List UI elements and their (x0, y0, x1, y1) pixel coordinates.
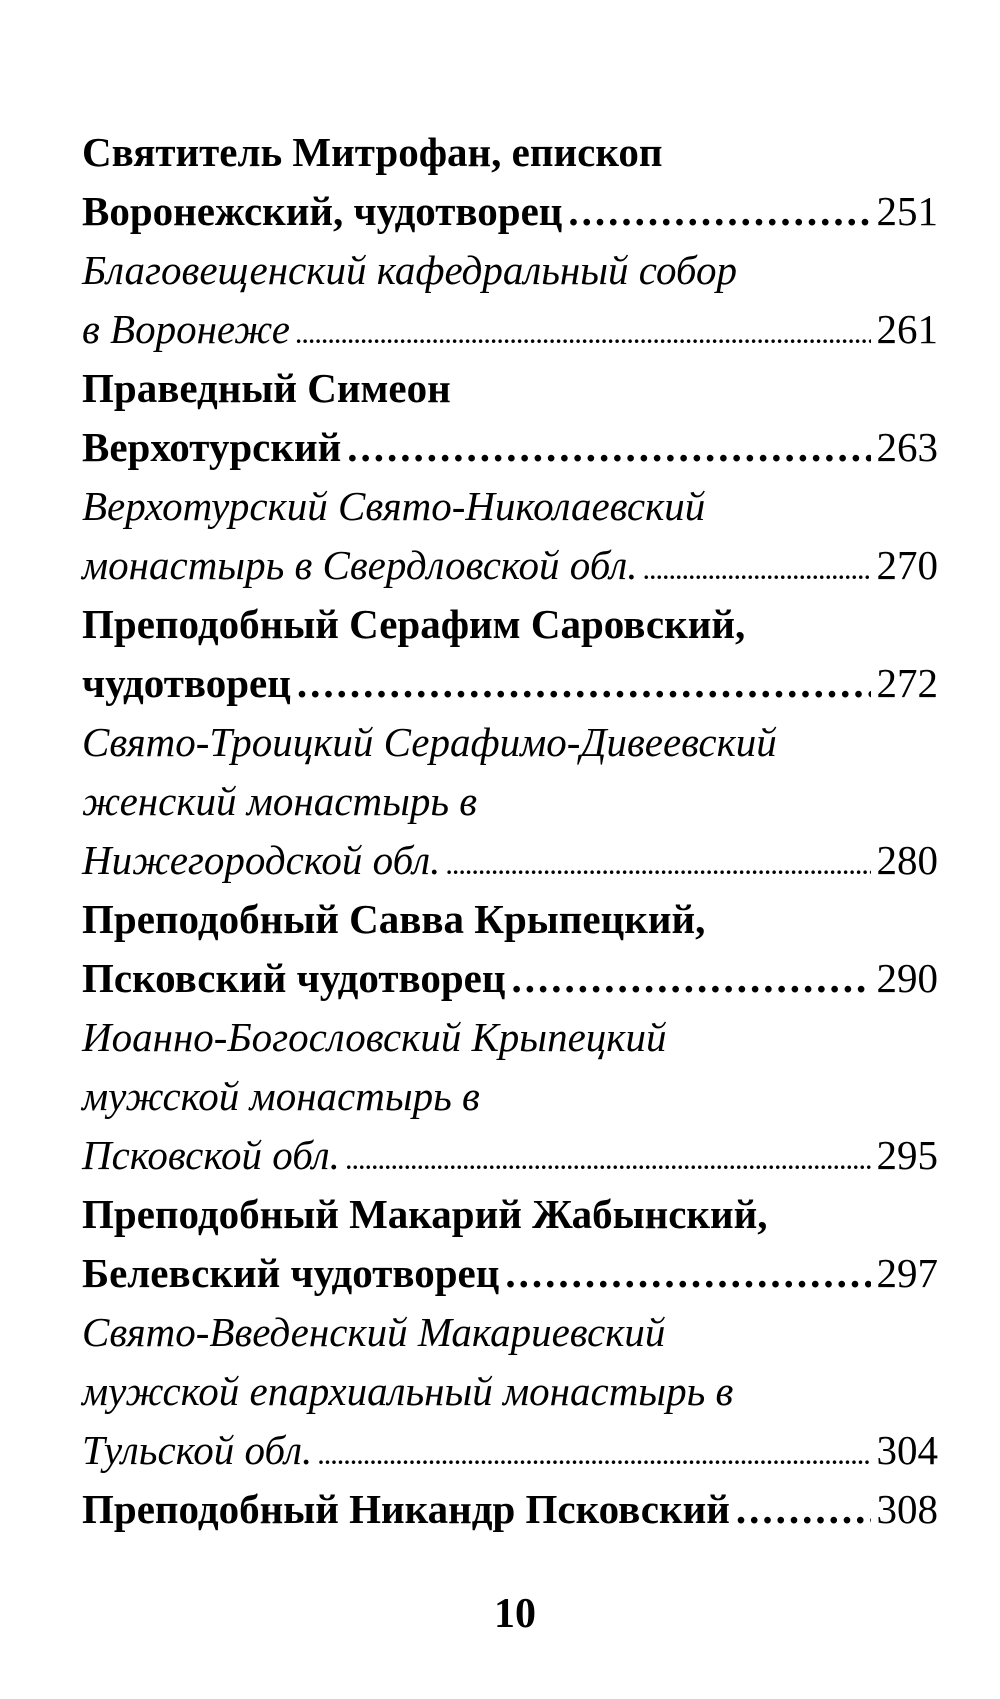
toc-line (82, 772, 938, 831)
dot-leader (318, 1427, 870, 1486)
toc-entry-text: монастырь в Свердловской обл. (82, 542, 638, 588)
toc-line (82, 241, 938, 300)
dot-leader (505, 1244, 870, 1303)
toc-page-number: 295 (876, 1132, 938, 1178)
table-of-contents (82, 123, 938, 1539)
toc-page-number: 272 (876, 660, 938, 706)
dot-leader (568, 182, 870, 241)
toc-line (82, 123, 938, 182)
toc-line (82, 182, 938, 241)
dot-leader (643, 542, 870, 601)
toc-entry-text: Преподобный Серафим Саровский, (82, 601, 746, 647)
toc-entry-text: Нижегородской обл. (82, 837, 441, 883)
toc-page-number: 304 (876, 1427, 938, 1473)
toc-line (82, 713, 938, 772)
toc-line (82, 536, 938, 595)
toc-line (82, 1185, 938, 1244)
toc-entry-text: Воронежский, чудотворец (82, 188, 563, 234)
toc-line (82, 595, 938, 654)
toc-entry-text: мужской монастырь в (82, 1073, 480, 1119)
toc-page-number: 270 (876, 542, 938, 588)
toc-page-number: 297 (876, 1250, 938, 1296)
dot-leader (511, 949, 870, 1008)
toc-page-number: 261 (876, 306, 938, 352)
toc-line (82, 1067, 938, 1126)
toc-line (82, 1480, 938, 1539)
toc-line (82, 300, 938, 359)
toc-line (82, 359, 938, 418)
toc-line (82, 477, 938, 536)
toc-line (82, 1126, 938, 1185)
dot-leader (347, 418, 870, 477)
page-number: 10 (494, 1591, 536, 1637)
dot-leader (297, 654, 871, 713)
toc-entry-text: Белевский чудотворец (82, 1250, 500, 1296)
toc-page-number: 251 (876, 188, 938, 234)
toc-line (82, 418, 938, 477)
dot-leader (346, 1132, 871, 1191)
toc-line (82, 654, 938, 713)
toc-entry-text: Праведный Симеон (82, 365, 451, 411)
dot-leader (446, 837, 870, 896)
toc-entry-text: женский монастырь в (82, 778, 478, 824)
toc-entry-text: Верхотурский (82, 424, 342, 470)
toc-entry-text: Верхотурский Свято-Николаевский (82, 483, 706, 529)
toc-line (82, 831, 938, 890)
toc-line (82, 949, 938, 1008)
toc-entry-text: Благовещенский кафедральный собор (82, 247, 737, 293)
toc-entry-text: Преподобный Никандр Псковский (82, 1486, 730, 1532)
toc-entry-text: Святитель Митрофан, епископ (82, 129, 663, 175)
toc-line (82, 1421, 938, 1480)
toc-line (82, 1303, 938, 1362)
toc-entry-text: Иоанно-Богословский Крыпецкий (82, 1014, 667, 1060)
toc-entry-text: Преподобный Савва Крыпецкий, (82, 896, 706, 942)
toc-entry-text: Свято-Троицкий Серафимо-Дивеевский (82, 719, 777, 765)
toc-page-number: 290 (876, 955, 938, 1001)
dot-leader (296, 306, 871, 365)
toc-entry-text: чудотворец (82, 660, 291, 706)
toc-line (82, 1362, 938, 1421)
toc-page-number: 308 (876, 1486, 938, 1532)
toc-line (82, 1244, 938, 1303)
toc-page-number: 280 (876, 837, 938, 883)
toc-entry-text: Псковской обл. (82, 1132, 340, 1178)
dot-leader (736, 1480, 871, 1539)
toc-entry-text: Псковский чудотворец (82, 955, 506, 1001)
toc-entry-text: Тульской обл. (82, 1427, 313, 1473)
toc-entry-text: Преподобный Макарий Жабынский, (82, 1191, 768, 1237)
toc-entry-text: Свято-Введенский Макариевский (82, 1309, 666, 1355)
toc-line (82, 890, 938, 949)
toc-line (82, 1008, 938, 1067)
toc-entry-text: в Воронеже (82, 306, 290, 352)
toc-page-number: 263 (876, 424, 938, 470)
toc-entry-text: мужской епархиальный монастырь в (82, 1368, 734, 1414)
